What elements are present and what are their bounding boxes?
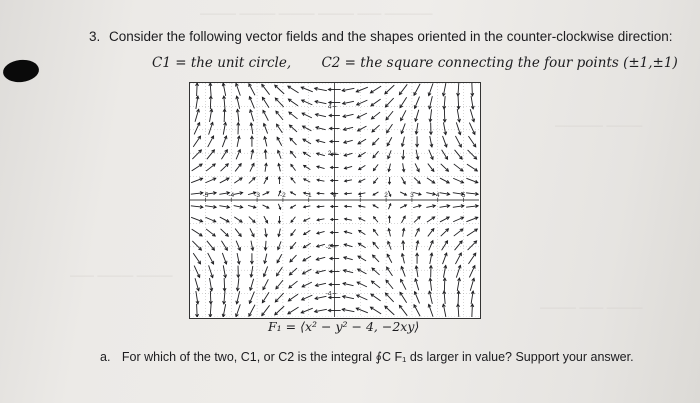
- field-arrow-shaft: [276, 111, 283, 120]
- bleed-through-text: ———— —— ——— ——— ——— ———: [200, 6, 433, 20]
- field-arrow-shaft: [221, 150, 227, 160]
- field-arrow-shaft: [455, 136, 461, 147]
- vector-field-plot: [189, 82, 481, 319]
- field-arrow-shaft: [385, 293, 393, 302]
- field-arrow-shaft: [454, 229, 463, 236]
- field-arrow-shaft: [276, 280, 283, 289]
- field-arrow-shaft: [370, 86, 381, 93]
- field-arrow-shaft: [467, 164, 477, 171]
- x-tick-label: 3: [410, 192, 414, 199]
- field-arrow-shaft: [288, 294, 298, 301]
- field-arrow-shaft: [192, 229, 202, 236]
- x-tick-label: -1: [305, 192, 312, 199]
- field-arrow-shaft: [277, 124, 283, 133]
- field-arrow-shaft: [275, 306, 284, 315]
- field-arrow-shaft: [428, 164, 434, 172]
- x-tick-label: -2: [280, 192, 286, 199]
- field-arrow-shaft: [399, 84, 407, 94]
- field-arrow-shaft: [210, 291, 211, 304]
- field-arrow-shaft: [414, 84, 420, 95]
- x-tick-label: -5: [202, 192, 209, 199]
- field-arrow-shaft: [262, 292, 269, 302]
- field-arrow-shaft: [468, 253, 475, 264]
- field-arrow-shaft: [206, 229, 215, 236]
- field-arrow-shaft: [387, 124, 393, 133]
- field-arrow-shaft: [275, 98, 283, 107]
- field-arrow-shaft: [373, 138, 380, 145]
- field-arrow-shaft: [221, 229, 229, 236]
- field-arrow-shaft: [414, 305, 420, 316]
- field-arrow-shaft: [249, 178, 255, 184]
- bleed-through-text: ——— ——— ——: [70, 268, 173, 282]
- field-arrow-shaft: [414, 217, 420, 223]
- x-tick-label: -3: [254, 192, 260, 199]
- field-arrow-shaft: [192, 150, 201, 159]
- field-arrow-shaft: [262, 84, 270, 94]
- curve-definitions: [152, 55, 678, 71]
- field-arrow-shaft: [371, 281, 380, 288]
- x-tick-label: 1: [358, 192, 363, 199]
- field-arrow-shaft: [385, 306, 394, 315]
- field-arrow-shaft: [414, 178, 420, 184]
- field-arrow-shaft: [235, 164, 241, 172]
- field-arrow-shaft: [400, 97, 407, 107]
- field-arrow-shaft: [472, 83, 473, 96]
- field-arrow-shaft: [208, 253, 214, 264]
- field-arrow-shaft: [454, 164, 463, 171]
- field-arrow-shaft: [288, 99, 298, 106]
- field-arrow-shaft: [197, 83, 198, 96]
- field-arrow-shaft: [371, 112, 380, 119]
- field-arrow-shaft: [194, 266, 199, 278]
- part-a: [100, 349, 634, 364]
- field-arrow-shaft: [468, 136, 475, 147]
- y-tick-label: -2: [325, 243, 332, 251]
- x-tick-label: 2: [384, 192, 388, 199]
- field-arrow-shaft: [386, 280, 393, 289]
- field-arrow-shaft: [289, 112, 298, 119]
- field-arrow-shaft: [221, 241, 227, 251]
- field-arrow-shaft: [372, 125, 380, 132]
- field-arrow-shaft: [468, 241, 477, 250]
- y-tick-label: -4: [325, 290, 332, 298]
- field-arrow-shaft: [210, 96, 211, 109]
- field-arrow-shaft: [467, 229, 477, 236]
- field-arrow-shaft: [428, 229, 434, 237]
- x-tick-label: -4: [228, 192, 235, 199]
- field-arrow-shaft: [206, 164, 215, 171]
- field-arrow-shaft: [262, 305, 270, 315]
- field-arrow-shaft: [400, 292, 407, 302]
- field-arrow-shaft: [262, 97, 269, 107]
- y-tick-label: 2: [327, 150, 332, 158]
- field-arrow-shaft: [207, 150, 215, 159]
- field-arrow-shaft: [197, 304, 198, 317]
- part-a-label: a.: [100, 350, 111, 364]
- field-arrow-shaft: [235, 229, 241, 237]
- field-arrow-shaft: [387, 267, 393, 276]
- field-arrow-shaft: [455, 241, 463, 250]
- bleed-through-text: ——— ————: [555, 118, 643, 132]
- field-arrow-shaft: [371, 99, 381, 106]
- field-arrow-shaft: [249, 305, 255, 316]
- field-arrow-shaft: [207, 241, 215, 250]
- field-arrow-shaft: [249, 217, 255, 223]
- field-arrow-shaft: [458, 96, 459, 109]
- field-arrow-shaft: [370, 307, 381, 314]
- field-arrow-shaft: [469, 123, 474, 135]
- field-arrow-shaft: [455, 253, 461, 264]
- field-arrow-shaft: [193, 136, 200, 147]
- field-arrow-shaft: [455, 150, 463, 159]
- curve-c2: C2 = the square connecting the four points (±1,±1): [321, 55, 678, 71]
- y-tick-label: 4: [327, 103, 332, 111]
- field-arrow-shaft: [288, 86, 299, 93]
- field-arrow-shaft: [288, 307, 299, 314]
- field-arrow-shaft: [441, 229, 449, 236]
- field-arrow-shaft: [399, 305, 407, 315]
- field-arrow-shaft: [469, 266, 474, 278]
- field-arrow-shaft: [194, 123, 199, 135]
- field-arrow-shaft: [441, 164, 449, 171]
- field-arrow-shaft: [371, 294, 381, 301]
- field-arrow-shaft: [277, 267, 283, 276]
- field-arrow-shaft: [193, 253, 200, 264]
- field-arrow-shaft: [249, 84, 255, 95]
- field-arrow-shaft: [373, 255, 380, 262]
- x-tick-label: 5: [461, 192, 466, 199]
- field-arrow-shaft: [208, 136, 214, 147]
- field-arrow-shaft: [192, 241, 201, 250]
- x-tick-label: 0: [332, 192, 337, 199]
- curve-c1: C1 = the unit circle,: [152, 55, 292, 71]
- field-arrow-shaft: [289, 268, 297, 275]
- bleed-through-text: ——— —— ———: [540, 300, 643, 314]
- field-arrow-shaft: [442, 241, 448, 251]
- field-arrow-shaft: [275, 293, 283, 302]
- part-a-text: For which of the two, C1, or C2 is the integral ∮C F₁ ds larger in value? Support your answer.: [121, 350, 634, 364]
- field-arrow-shaft: [472, 304, 473, 317]
- field-arrow-shaft: [458, 291, 459, 304]
- field-caption: F₁ = ⟨x² − y² − 4, −2xy⟩: [268, 319, 420, 334]
- field-arrow-shaft: [385, 98, 393, 107]
- field-arrow-shaft: [468, 150, 477, 159]
- question-text: Consider the following vector fields and the shapes oriented in the counter-clockwise direction:: [109, 29, 673, 44]
- x-tick-label: 4: [435, 192, 440, 199]
- vector-field-svg: [190, 83, 479, 317]
- field-arrow-shaft: [372, 268, 380, 275]
- field-arrow-shaft: [290, 138, 297, 145]
- field-arrow-shaft: [192, 164, 202, 171]
- field-arrow-shaft: [289, 125, 297, 132]
- field-arrow-shaft: [289, 281, 298, 288]
- question-number: 3.: [89, 29, 101, 44]
- field-arrow-shaft: [221, 164, 229, 171]
- field-arrow-shaft: [442, 150, 448, 160]
- field-arrow-shaft: [290, 255, 297, 262]
- field-arrow-shaft: [386, 111, 393, 120]
